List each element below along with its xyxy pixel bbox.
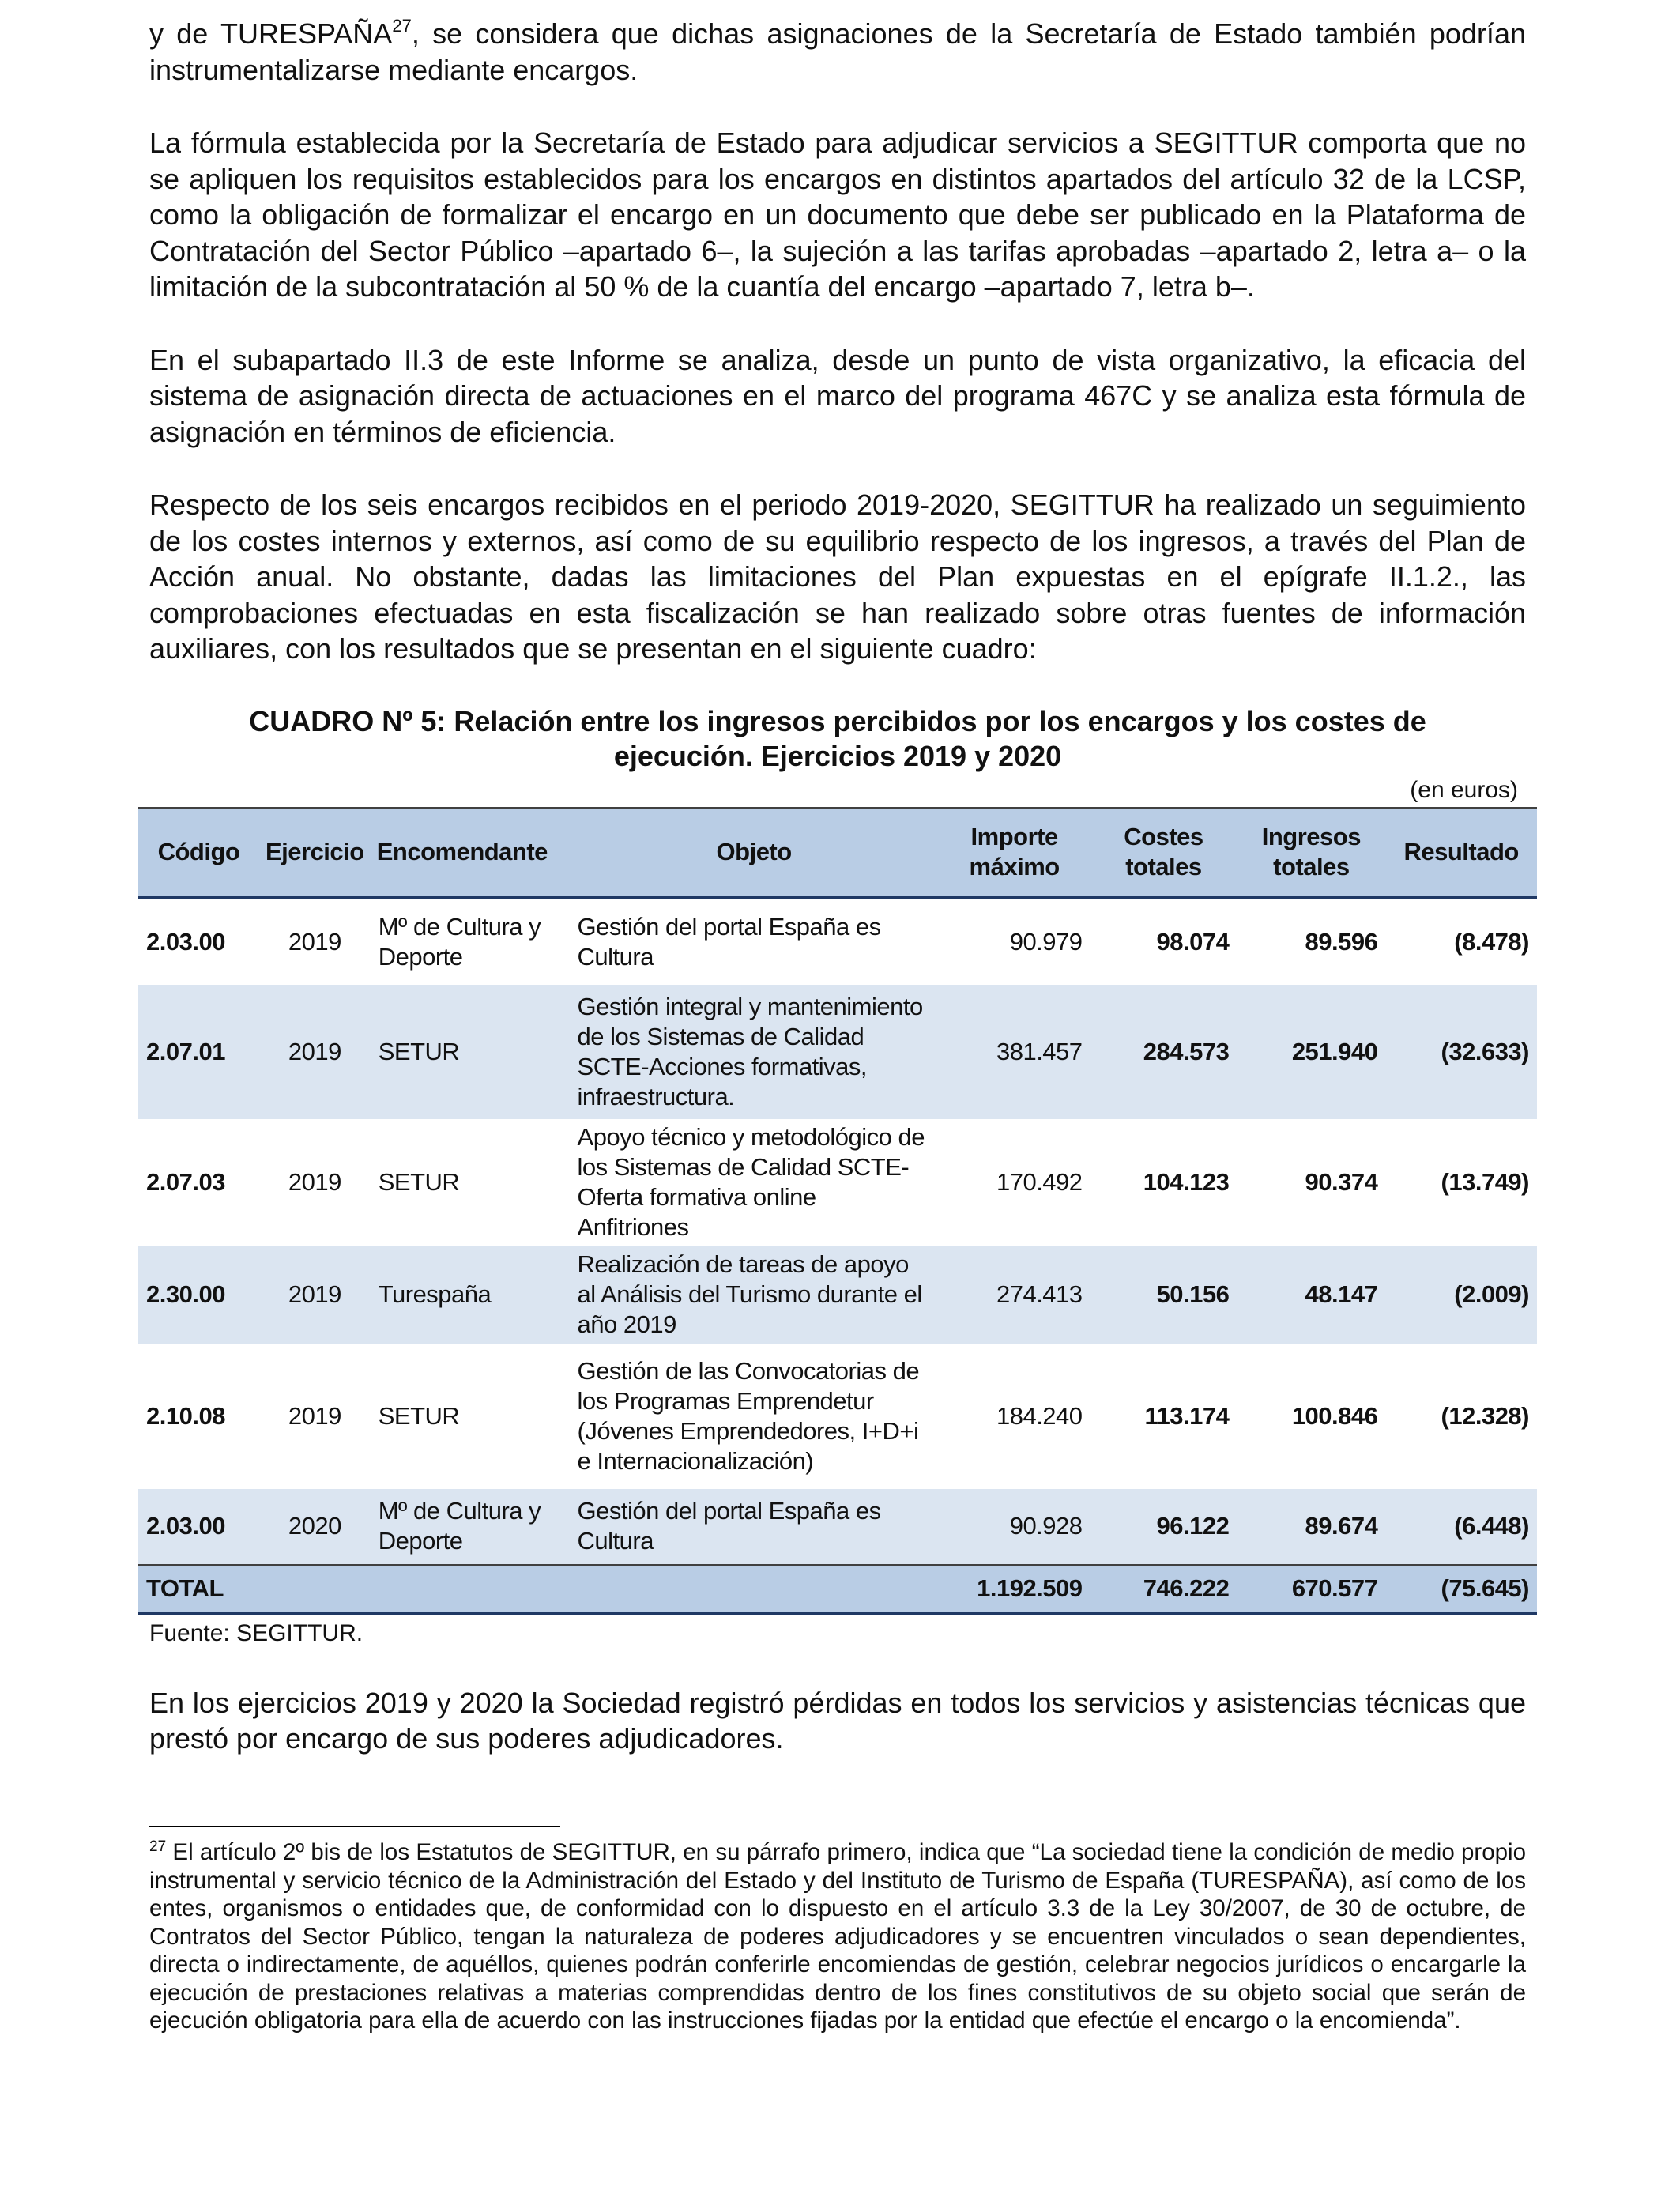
cell-entity: Mº de Cultura y Deporte (371, 898, 570, 985)
cell-costs: 284.573 (1090, 985, 1237, 1119)
cell-max-amount: 90.979 (939, 898, 1090, 985)
table-title-line-2: ejecución. Ejercicios 2019 y 2020 (613, 739, 1062, 772)
header-result: Resultado (1385, 808, 1537, 898)
table-header-row (138, 808, 1537, 898)
cell-costs: 104.123 (1090, 1119, 1237, 1246)
header-costs-line-1: Costes (1124, 823, 1203, 850)
table-row (138, 1246, 1537, 1344)
paragraph-1 (149, 16, 1526, 88)
header-income (1237, 808, 1385, 898)
cell-result: (13.749) (1385, 1119, 1537, 1246)
cell-code: 2.07.03 (138, 1119, 259, 1246)
cell-result: (6.448) (1385, 1489, 1537, 1565)
cell-code: 2.07.01 (138, 985, 259, 1119)
paragraph-4: Respecto de los seis encargos recibidos en el periodo 2019-2020, SEGITTUR ha realizado un seguimiento de los costes internos y externos, así como de su equilibrio respecto de los ingresos, a través del Plan de Acción anual. No obstante, dadas las limitaciones del Plan expuestas en el epígrafe II.1.2., las comprobaciones efectuadas en esta fiscalización se han realizado sobre otras fuentes de información auxiliares, con los resultados que se presentan en el siguiente cuadro: (149, 488, 1526, 665)
cell-year: 2019 (259, 985, 371, 1119)
cell-result: (32.633) (1385, 985, 1537, 1119)
footnote-separator (149, 1826, 560, 1827)
paragraph-5: En los ejercicios 2019 y 2020 la Sociedad registró pérdidas en todos los servicios y asistencias técnicas que prestó por encargo de sus poderes adjudicadores. (149, 1686, 1526, 1755)
cell-costs: 98.074 (1090, 898, 1237, 985)
table-row (138, 985, 1537, 1119)
cell-object: Gestión de las Convocatorias de los Programas Emprendetur (Jóvenes Emprendedores, I+D+i e Internacionalización) (570, 1344, 939, 1489)
cell-year: 2019 (259, 1344, 371, 1489)
data-table (138, 807, 1537, 1615)
cell-costs: 50.156 (1090, 1246, 1237, 1344)
table-title-line-1: CUADRO Nº 5: Relación entre los ingresos percibidos por los encargos y los costes de (249, 704, 1426, 737)
cell-max-amount: 90.928 (939, 1489, 1090, 1565)
cell-object: Gestión del portal España es Cultura (570, 898, 939, 985)
paragraph-2: La fórmula establecida por la Secretaría de Estado para adjudicar servicios a SEGITTUR comporta que no se apliquen los requisitos establecidos para los encargos en distintos apartados del artículo 32 de la LCSP, como la obligación de formalizar el encargo en un documento que debe ser publicado en la Plataforma de Contratación del Sector Público –apartado 6–, la sujeción a las tarifas aprobadas –apartado 2, letra a– o la limitación de la subcontratación al 50 % de la cuantía del encargo –apartado 7, letra b–. (149, 126, 1526, 303)
total-result: (75.645) (1385, 1565, 1537, 1613)
footnote-reference[interactable]: 27 (392, 16, 412, 36)
cell-max-amount: 184.240 (939, 1344, 1090, 1489)
cell-max-amount: 381.457 (939, 985, 1090, 1119)
header-year: Ejercicio (259, 808, 371, 898)
cell-entity: SETUR (371, 1119, 570, 1246)
cell-income: 251.940 (1237, 985, 1385, 1119)
total-costs: 746.222 (1090, 1565, 1237, 1613)
paragraph-3: En el subapartado II.3 de este Informe se analiza, desde un punto de vista organizativo, la eficacia del sistema de asignación directa de actuaciones en el marco del programa 467C y se analiza esta fórmula de asignación en términos de eficiencia. (149, 343, 1526, 448)
cell-income: 89.674 (1237, 1489, 1385, 1565)
total-label: TOTAL (138, 1565, 259, 1613)
cell-entity: SETUR (371, 1344, 570, 1489)
cell-code: 2.10.08 (138, 1344, 259, 1489)
cell-year: 2019 (259, 898, 371, 985)
cell-costs: 96.122 (1090, 1489, 1237, 1565)
cell-income: 48.147 (1237, 1246, 1385, 1344)
header-costs-line-2: totales (1125, 853, 1202, 880)
cell-object: Gestión del portal España es Cultura (570, 1489, 939, 1565)
cell-result: (12.328) (1385, 1344, 1537, 1489)
table-total-row (138, 1565, 1537, 1613)
table-row (138, 1489, 1537, 1565)
cell-object: Apoyo técnico y metodológico de los Sistemas de Calidad SCTE-Oferta formativa online Anfitriones (570, 1119, 939, 1246)
cell-result: (2.009) (1385, 1246, 1537, 1344)
header-entity: Encomendante (371, 808, 570, 898)
cell-max-amount: 170.492 (939, 1119, 1090, 1246)
paragraph-1-prefix: y de TURESPAÑA (149, 17, 393, 50)
footnote (149, 1838, 1526, 2035)
table-row (138, 1344, 1537, 1489)
cell-costs: 113.174 (1090, 1344, 1237, 1489)
document-page (146, 16, 1529, 1794)
footnote-number: 27 (149, 1838, 167, 1856)
cell-year: 2020 (259, 1489, 371, 1565)
header-costs (1090, 808, 1237, 898)
paragraph-1-suffix: , se considera que dichas asignaciones de la Secretaría de Estado también podrían instrumentalizarse mediante encargos. (149, 17, 1526, 86)
header-max-amount-line-2: máximo (969, 853, 1060, 880)
table-title (149, 704, 1526, 774)
table-units: (en euros) (1410, 776, 1518, 803)
total-income: 670.577 (1237, 1565, 1385, 1613)
cell-year: 2019 (259, 1246, 371, 1344)
cell-max-amount: 274.413 (939, 1246, 1090, 1344)
header-max-amount-line-1: Importe (970, 823, 1058, 850)
table-row (138, 1119, 1537, 1246)
cell-entity: Mº de Cultura y Deporte (371, 1489, 570, 1565)
cell-code: 2.30.00 (138, 1246, 259, 1344)
cell-entity: SETUR (371, 985, 570, 1119)
header-code: Código (138, 808, 259, 898)
header-object: Objeto (570, 808, 939, 898)
cell-code: 2.03.00 (138, 1489, 259, 1565)
header-income-line-1: Ingresos (1261, 823, 1361, 850)
cell-income: 90.374 (1237, 1119, 1385, 1246)
header-income-line-2: totales (1273, 853, 1350, 880)
cell-entity: Turespaña (371, 1246, 570, 1344)
cell-year: 2019 (259, 1119, 371, 1246)
cell-object: Gestión integral y mantenimiento de los Sistemas de Calidad SCTE-Acciones formativas, infraestructura. (570, 985, 939, 1119)
total-max-amount: 1.192.509 (939, 1565, 1090, 1613)
total-empty-entity (371, 1565, 570, 1613)
cell-income: 100.846 (1237, 1344, 1385, 1489)
table-source: Fuente: SEGITTUR. (149, 1619, 363, 1646)
cell-result: (8.478) (1385, 898, 1537, 985)
cell-object: Realización de tareas de apoyo al Análisis del Turismo durante el año 2019 (570, 1246, 939, 1344)
table-row (138, 898, 1537, 985)
header-max-amount (939, 808, 1090, 898)
footnote-text: El artículo 2º bis de los Estatutos de SEGITTUR, en su párrafo primero, indica que “La sociedad tiene la condición de medio propio instrumental y servicio técnico de la Administración del Estado y del Instituto de Turismo de España (TURESPAÑA), así como de los entes, organismos o entidades que, de conformidad con lo dispuesto en el artículo 3.3 de la Ley 30/2007, de 30 de octubre, de Contratos del Sector Público, tengan la naturaleza de poderes adjudicadores y se encuentren vinculados o sean dependientes, directa o indirectamente, de aquéllos, quienes podrán conferirle encomiendas de gestión, celebrar negocios jurídicos o encargarle la ejecución de prestaciones relativas a materias comprendidas dentro de los fines constitutivos de su objeto social que serán de ejecución obligatoria para ella de acuerdo con las instrucciones fijadas por la entidad que efectúe el encargo o la encomienda”. (149, 1839, 1526, 2034)
total-empty-year (259, 1565, 371, 1613)
cell-code: 2.03.00 (138, 898, 259, 985)
total-empty-object (570, 1565, 939, 1613)
cell-income: 89.596 (1237, 898, 1385, 985)
